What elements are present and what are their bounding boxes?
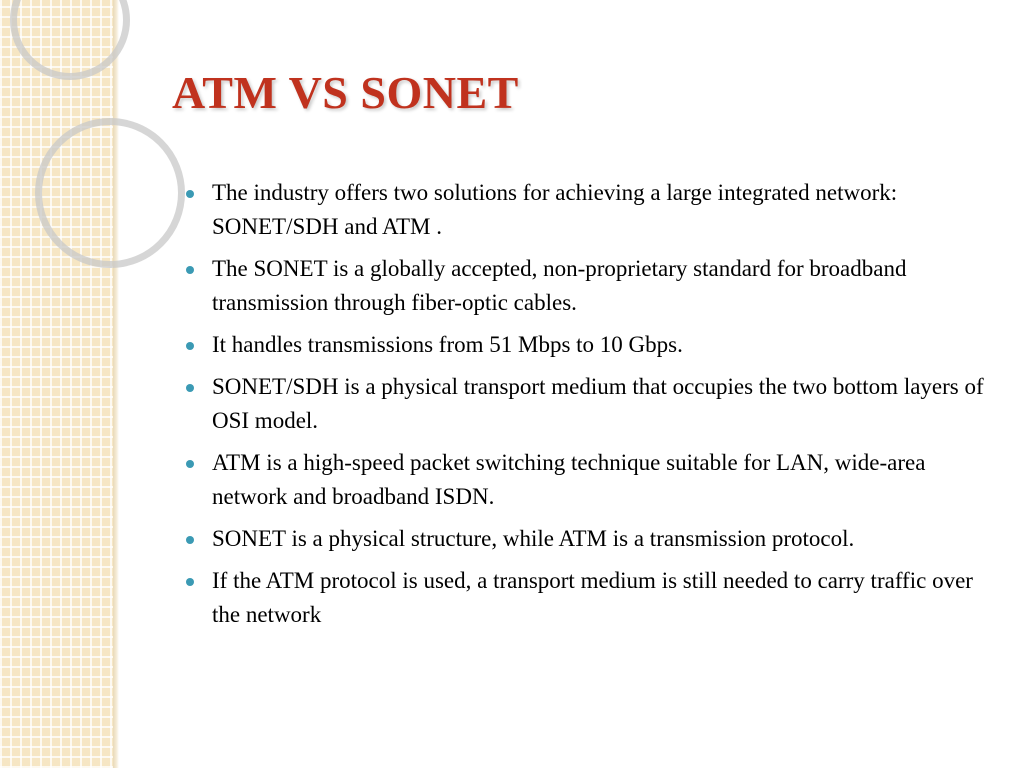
bullet-dot-icon — [186, 384, 194, 392]
bullet-text: SONET is a physical structure, while ATM is a transmission protocol. — [212, 526, 855, 551]
slide-title: ATM VS SONET — [172, 67, 519, 118]
bullet-dot-icon — [186, 190, 194, 198]
bullet-text: If the ATM protocol is used, a transport medium is still needed to carry traffic over the network — [212, 568, 973, 627]
bullet-dot-icon — [186, 536, 194, 544]
bullet-text: It handles transmissions from 51 Mbps to 10 Gbps. — [212, 332, 683, 357]
decorative-ring-middle — [35, 118, 185, 268]
bullet-text: The industry offers two solutions for achieving a large integrated network: SONET/SDH and ATM . — [212, 180, 898, 239]
bullet-dot-icon — [186, 266, 194, 274]
bullet-text: ATM is a high-speed packet switching technique suitable for LAN, wide-area network and broadband ISDN. — [212, 450, 926, 509]
bullet-item — [186, 328, 986, 362]
bullet-text: The SONET is a globally accepted, non-proprietary standard for broadband transmission through fiber-optic cables. — [212, 256, 907, 315]
decorative-side-panel — [0, 0, 113, 768]
bullet-text: SONET/SDH is a physical transport medium that occupies the two bottom layers of OSI model. — [212, 374, 984, 433]
bullet-dot-icon — [186, 460, 194, 468]
bullet-item — [186, 370, 986, 438]
bullet-item — [186, 176, 986, 244]
bullet-item — [186, 252, 986, 320]
bullet-item — [186, 446, 986, 514]
bullet-dot-icon — [186, 342, 194, 350]
side-panel-border — [113, 0, 119, 768]
bullet-dot-icon — [186, 578, 194, 586]
bullet-list — [186, 176, 986, 640]
bullet-item — [186, 564, 986, 632]
bullet-item — [186, 522, 986, 556]
